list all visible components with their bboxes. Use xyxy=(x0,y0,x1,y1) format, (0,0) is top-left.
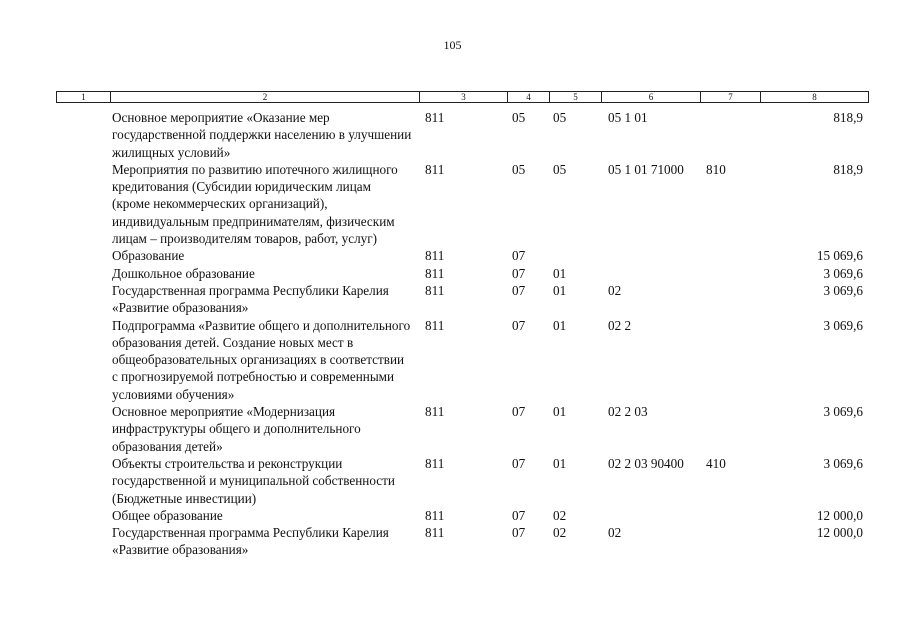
ministry-code: 811 xyxy=(425,317,445,333)
subsection-code: 01 xyxy=(553,265,567,281)
subsection-code: 02 xyxy=(553,525,567,541)
ministry-code: 811 xyxy=(425,455,445,471)
section-code: 07 xyxy=(512,455,526,471)
table-row xyxy=(0,282,905,317)
table-row xyxy=(0,455,905,507)
ministry-code: 811 xyxy=(425,507,445,523)
ministry-code: 811 xyxy=(425,248,445,264)
target-article-code: 05 1 01 xyxy=(608,110,648,125)
ministry-code: 811 xyxy=(425,110,445,125)
page-number: 105 xyxy=(443,38,462,52)
target-article-code: 02 xyxy=(608,282,622,298)
column-header-6: 6 xyxy=(602,92,701,102)
column-header-2: 2 xyxy=(111,92,420,102)
column-header-7: 7 xyxy=(701,92,761,102)
ministry-code: 811 xyxy=(425,161,445,177)
table-row xyxy=(0,507,905,524)
ministry-code: 811 xyxy=(425,404,445,420)
column-number-header xyxy=(56,91,869,103)
target-article-code: 05 1 01 71000 xyxy=(608,161,684,177)
column-header-8: 8 xyxy=(812,92,817,102)
table-row xyxy=(0,524,905,559)
row-name: Мероприятия по развитию ипотечного жилищного кредитования (Субсидии юридическим лицам (кроме некоммерческих организаций), индивидуальным предпринимателям, физическим лицам – производителям товаров, работ, услуг) xyxy=(112,161,398,247)
amount: 3 069,6 xyxy=(823,317,863,333)
budget-table-body xyxy=(0,109,905,559)
subsection-code: 01 xyxy=(553,455,567,471)
amount: 818,9 xyxy=(833,110,863,125)
table-row xyxy=(0,109,905,161)
row-name: Подпрограмма «Развитие общего и дополнительного образования детей. Создание новых мест в общеобразовательных организациях в соответствии с прогнозируемой потребностью и современными условиями обучения» xyxy=(112,317,411,402)
column-header-1: 1 xyxy=(57,92,111,102)
column-header-3: 3 xyxy=(420,92,508,102)
ministry-code: 811 xyxy=(425,525,445,541)
amount: 3 069,6 xyxy=(823,404,863,420)
subsection-code: 02 xyxy=(553,507,567,523)
amount: 3 069,6 xyxy=(823,265,863,281)
subsection-code: 01 xyxy=(553,282,567,298)
row-name: Государственная программа Республики Карелия «Развитие образования» xyxy=(112,525,389,558)
ministry-code: 811 xyxy=(425,265,445,281)
row-name: Общее образование xyxy=(112,507,223,523)
row-name: Объекты строительства и реконструкции государственной и муниципальной собственности (Бюджетные инвестиции) xyxy=(112,455,395,506)
subsection-code: 05 xyxy=(553,161,567,177)
section-code: 07 xyxy=(512,282,526,298)
table-row xyxy=(0,317,905,403)
amount: 3 069,6 xyxy=(823,455,863,471)
table-row xyxy=(0,265,905,282)
row-name: Основное мероприятие «Модернизация инфраструктуры общего и дополнительного образования детей» xyxy=(112,404,361,454)
table-row xyxy=(0,403,905,455)
expense-type-code: 810 xyxy=(706,161,726,177)
section-code: 05 xyxy=(512,161,526,177)
column-header-4: 4 xyxy=(508,92,550,102)
amount: 12 000,0 xyxy=(816,525,863,541)
section-code: 07 xyxy=(512,248,526,264)
section-code: 07 xyxy=(512,525,526,541)
row-name: Дошкольное образование xyxy=(112,265,255,281)
row-name: Государственная программа Республики Карелия «Развитие образования» xyxy=(112,282,389,316)
amount: 15 069,6 xyxy=(816,248,863,264)
ministry-code: 811 xyxy=(425,282,445,298)
table-row xyxy=(0,247,905,264)
section-code: 05 xyxy=(512,110,526,125)
section-code: 07 xyxy=(512,317,526,333)
expense-type-code: 410 xyxy=(706,455,726,471)
section-code: 07 xyxy=(512,507,526,523)
target-article-code: 02 xyxy=(608,525,622,541)
target-article-code: 02 2 03 xyxy=(608,404,648,420)
row-name: Образование xyxy=(112,248,185,264)
subsection-code: 05 xyxy=(553,110,567,125)
section-code: 07 xyxy=(512,265,526,281)
amount: 3 069,6 xyxy=(823,282,863,298)
section-code: 07 xyxy=(512,404,526,420)
target-article-code: 02 2 03 90400 xyxy=(608,455,684,471)
table-row xyxy=(0,161,905,247)
amount: 818,9 xyxy=(833,161,863,177)
amount: 12 000,0 xyxy=(816,507,863,523)
row-name: Основное мероприятие «Оказание мер государственной поддержки населению в улучшении жилищных условий» xyxy=(112,110,412,160)
column-header-5: 5 xyxy=(550,92,602,102)
target-article-code: 02 2 xyxy=(608,317,632,333)
subsection-code: 01 xyxy=(553,317,567,333)
subsection-code: 01 xyxy=(553,404,567,420)
